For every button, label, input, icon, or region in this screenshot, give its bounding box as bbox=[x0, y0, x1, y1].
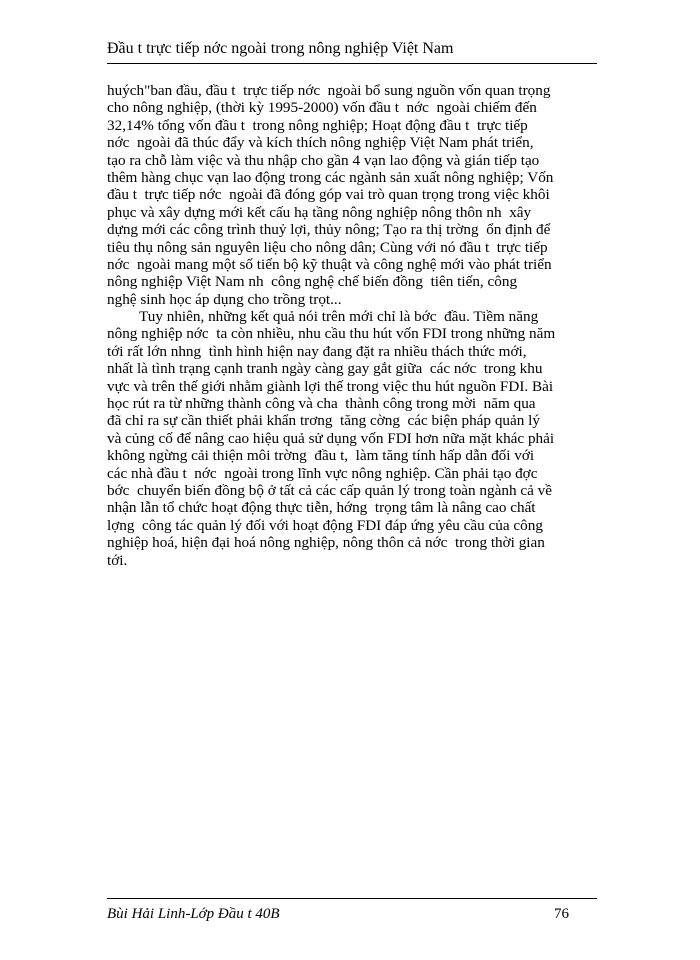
text-line: học rút ra từ những thành công và cha thành công trong mời năm qua bbox=[107, 395, 536, 413]
text-line: tiêu thụ nông sản nguyên liệu cho nông dân; Cùng với nó đầu t trực tiếp bbox=[107, 238, 548, 256]
page-header bbox=[107, 40, 597, 64]
footer-author: Bùi Hải Linh-Lớp Đầu t 40B bbox=[107, 906, 280, 922]
page-footer bbox=[107, 898, 597, 923]
text-line: và củng cố để nâng cao hiệu quả sử dụng vốn FDI hơn nữa mặt khác phải bbox=[107, 429, 555, 447]
text-line: nhất là tình trạng cạnh tranh ngày càng gay gắt giữa các nớc trong khu bbox=[107, 360, 543, 378]
text-line: đầu t trực tiếp nớc ngoài đã đóng góp vai trò quan trọng trong việc khôi bbox=[107, 186, 550, 204]
text-line: 32,14% tổng vốn đầu t trong nông nghiệp; Hoạt động đầu t trực tiếp bbox=[107, 116, 528, 134]
text-line: đã chỉ ra sự cần thiết phải khẩn trơng tăng cờng các biện pháp quản lý bbox=[107, 412, 540, 430]
text-line: vực và trên thế giới nhằm giành lợi thế trong việc thu hút nguồn FDI. Bài bbox=[107, 377, 554, 395]
text-line: nớc ngoài đã thúc đẩy và kích thích nông nghiệp Việt Nam phát triển, bbox=[107, 134, 534, 152]
text-line: lợng công tác quản lý đối với hoạt động FDI đáp ứng yêu cầu của công bbox=[107, 516, 543, 534]
paragraph-2 bbox=[107, 308, 597, 569]
page-number: 76 bbox=[554, 906, 569, 922]
text-line: Tuy nhiên, những kết quả nói trên mới chỉ là bớc đầu. Tiềm năng bbox=[139, 308, 539, 326]
body-text bbox=[107, 82, 597, 569]
text-line: nông nghiệp Việt Nam nh công nghệ chế biến đồng tiên tiến, công bbox=[107, 273, 518, 291]
text-line: nớc ngoài mang một số tiến bộ kỹ thuật và công nghệ mới vào phát triển bbox=[107, 255, 552, 273]
text-line: bớc chuyển biến đồng bộ ở tất cả các cấp quản lý trong toàn ngành cả về bbox=[107, 481, 552, 499]
text-line: huých"ban đầu, đầu t trực tiếp nớc ngoài bổ sung nguồn vốn quan trọng bbox=[107, 82, 551, 99]
text-line: dựng mới các công trình thuỷ lợi, thủy nông; Tạo ra thị trờng ổn định để bbox=[107, 221, 551, 239]
text-line: các nhà đầu t nớc ngoài trong lĩnh vực nông nghiệp. Cần phải tạo đợc bbox=[107, 464, 538, 482]
text-line: nghệ sinh học áp dụng cho trồng trọt... bbox=[107, 290, 342, 308]
text-line: cho nông nghiệp, (thời kỳ 1995-2000) vốn đầu t nớc ngoài chiếm đến bbox=[107, 99, 537, 117]
text-line: tới rất lớn nhng tình hình hiện nay đang đặt ra nhiều thách thức mới, bbox=[107, 342, 527, 360]
paragraph-1 bbox=[107, 82, 597, 308]
text-line: nông nghiệp nớc ta còn nhiều, nhu cầu thu hút vốn FDI trong những năm bbox=[107, 325, 556, 343]
text-line: tới. bbox=[107, 551, 128, 569]
document-title: Đầu t trực tiếp nớc ngoài trong nông nghiệp Việt Nam bbox=[107, 40, 454, 57]
text-line: không ngừng cải thiện môi trờng đầu t, làm tăng tính hấp dẫn đối với bbox=[107, 447, 535, 465]
text-line: phục và xây dựng mới kết cấu hạ tầng nông nghiệp nông thôn nh xây bbox=[107, 203, 532, 221]
text-line: thêm hàng chục vạn lao động trong các ngành sản xuất nông nghiệp; Vốn bbox=[107, 168, 554, 186]
text-line: tạo ra chỗ làm việc và thu nhập cho gần 4 vạn lao động và gián tiếp tạo bbox=[107, 151, 540, 169]
text-line: nhận lẫn tổ chức hoạt động thực tiễn, hớng trọng tâm là nâng cao chất bbox=[107, 499, 536, 517]
text-line: nghiệp hoá, hiện đại hoá nông nghiệp, nông thôn cả nớc trong thời gian bbox=[107, 534, 545, 552]
